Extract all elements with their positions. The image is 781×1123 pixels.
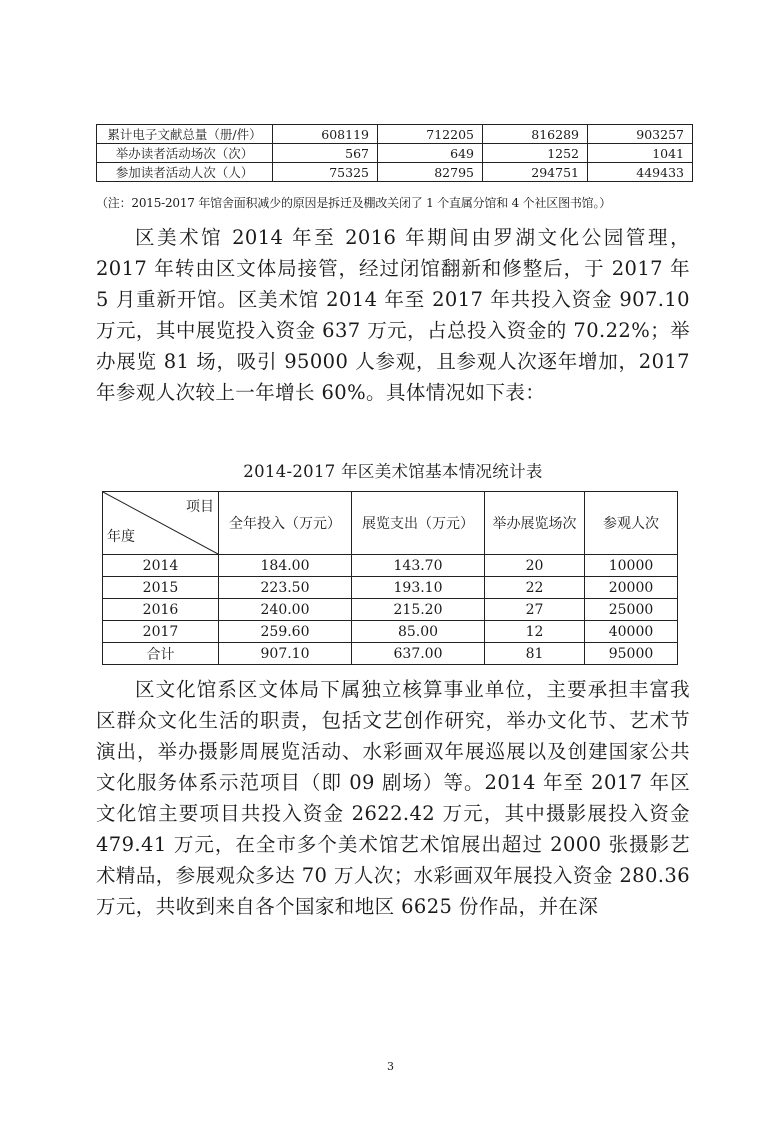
table-cell: 637.00 [352, 643, 485, 665]
art-museum-stats-table [102, 491, 678, 665]
paragraph-text: 区文化馆系区文体局下属独立核算事业单位，主要承担丰富我区群众文化生活的职责，包括文艺创作研究，举办文化节、艺术节演出，举办摄影周展览活动、水彩画双年展巡展以及创建国家公共文化服务体系示范项目（即 09 剧场）等。2014 年至 2017 年区文化馆主要项目共投入资金 2622.42 万元，其中摄影展投入资金 479.41 万元，在全市多个美术馆艺术馆展出超过 2000 张摄影艺术精品，参展观众多达 70 万人次；水彩画双年展投入资金 280.36 万元，共收到来自各个国家和地区 6625 份作品，并在深 [96, 678, 690, 918]
table-cell: 81 [485, 643, 585, 665]
paragraph-text: 区美术馆 2014 年至 2016 年期间由罗湖文化公园管理，2017 年转由区文体局接管，经过闭馆翻新和修整后，于 2017 年 5 月重新开馆。区美术馆 2014 年至 2017 年共投入资金 907.10 万元，其中展览投入资金 637 万元，占总投入资金的 70.22%；举办展览 81 场，吸引 95000 人参观，且参观人次逐年增加，2017 年参观人次较上一年增长 60%。具体情况如下表： [96, 226, 690, 404]
table-cell: 649 [378, 144, 483, 163]
row-label: 累计电子文献总量（册/件） [97, 125, 273, 144]
table-cell: 27 [485, 599, 585, 621]
table-cell: 1252 [483, 144, 588, 163]
column-header: 全年投入（万元） [219, 492, 352, 555]
art-table-title: 2014-2017 年区美术馆基本情况统计表 [243, 462, 543, 481]
table-row [103, 621, 678, 643]
table-cell: 10000 [585, 555, 678, 577]
table-row [97, 163, 693, 182]
library-stats-table-continued [96, 124, 693, 182]
column-header: 举办展览场次 [485, 492, 585, 555]
table-cell: 449433 [588, 163, 693, 182]
table-cell: 75325 [273, 163, 378, 182]
table-total-row [103, 643, 678, 665]
table-cell: 184.00 [219, 555, 352, 577]
table-cell: 712205 [378, 125, 483, 144]
table-cell: 143.70 [352, 555, 485, 577]
table-cell: 40000 [585, 621, 678, 643]
table-cell: 294751 [483, 163, 588, 182]
table-cell: 20 [485, 555, 585, 577]
table-row [97, 144, 693, 163]
table-row [103, 577, 678, 599]
table-cell: 95000 [585, 643, 678, 665]
table-cell: 85.00 [352, 621, 485, 643]
paragraph-art-museum [96, 222, 690, 408]
table-row [103, 599, 678, 621]
table-cell: 25000 [585, 599, 678, 621]
total-label-cell: 合计 [103, 643, 219, 665]
year-cell: 2014 [103, 555, 219, 577]
corner-label-item: 项目 [186, 499, 214, 515]
table-cell: 608119 [273, 125, 378, 144]
table-cell: 816289 [483, 125, 588, 144]
year-cell: 2016 [103, 599, 219, 621]
row-label: 举办读者活动场次（次） [97, 144, 273, 163]
table-cell: 259.60 [219, 621, 352, 643]
table-cell: 903257 [588, 125, 693, 144]
page-number: 3 [387, 1060, 394, 1073]
paragraph-culture-center [96, 674, 690, 922]
table-cell: 223.50 [219, 577, 352, 599]
table-cell: 20000 [585, 577, 678, 599]
column-header: 参观人次 [585, 492, 678, 555]
corner-cell [103, 492, 219, 555]
table-note: （注：2015-2017 年馆舍面积减少的原因是拆迁及棚改关闭了 1 个直属分馆和 4 个社区图书馆。） [96, 196, 612, 210]
year-cell: 2015 [103, 577, 219, 599]
row-label: 参加读者活动人次（人） [97, 163, 273, 182]
table-cell: 215.20 [352, 599, 485, 621]
table-cell: 82795 [378, 163, 483, 182]
table-header-row [103, 492, 678, 555]
table-cell: 22 [485, 577, 585, 599]
table-cell: 12 [485, 621, 585, 643]
table-cell: 907.10 [219, 643, 352, 665]
year-cell: 2017 [103, 621, 219, 643]
corner-label-year: 年度 [107, 529, 135, 545]
table-cell: 240.00 [219, 599, 352, 621]
table-cell: 1041 [588, 144, 693, 163]
table-cell: 567 [273, 144, 378, 163]
table-row [103, 555, 678, 577]
table-row [97, 125, 693, 144]
table-cell: 193.10 [352, 577, 485, 599]
column-header: 展览支出（万元） [352, 492, 485, 555]
